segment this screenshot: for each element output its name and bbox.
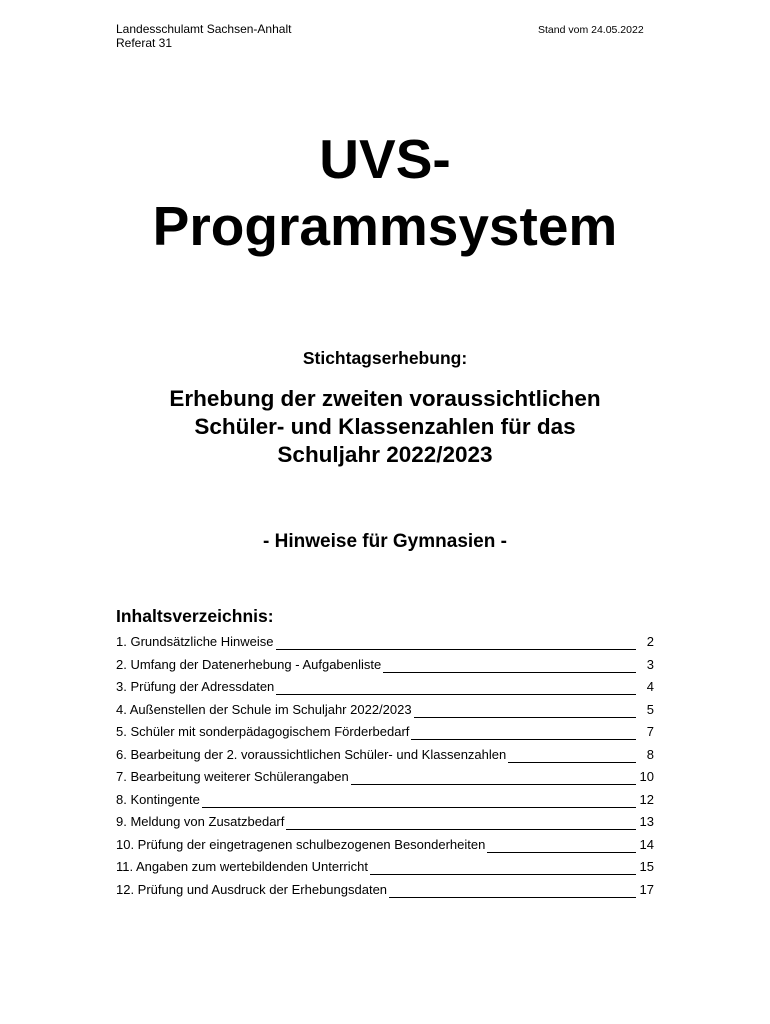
toc-item-label: 1. Grundsätzliche Hinweise — [116, 634, 274, 649]
toc-item-label: 5. Schüler mit sonderpädagogischem Förderbedarf — [116, 724, 410, 739]
toc-leader-line — [411, 725, 636, 740]
toc-item-label: 9. Meldung von Zusatzbedarf — [116, 814, 285, 829]
toc-title: Inhaltsverzeichnis: — [116, 606, 274, 626]
heading-line-3: Schuljahr 2022/2023 — [277, 442, 493, 467]
toc-leader-line — [276, 680, 636, 695]
toc-leader-line — [383, 658, 636, 673]
title-line-1: UVS- — [319, 128, 451, 190]
hinweise-heading: - Hinweise für Gymnasien - — [263, 531, 507, 552]
title-line-2: Programmsystem — [152, 195, 618, 257]
toc-item[interactable] — [116, 676, 654, 699]
toc-leader-line — [351, 770, 636, 785]
toc-leader-line — [370, 860, 636, 875]
document-title — [0, 126, 770, 260]
toc-item-label: 10. Prüfung der eingetragenen schulbezogenen Besonderheiten — [116, 836, 486, 852]
toc-item-label: 3. Prüfung der Adressdaten — [116, 679, 275, 694]
header-department: Referat 31 — [116, 36, 173, 50]
toc-leader-line — [508, 748, 636, 763]
toc-item-page: 8 — [646, 746, 654, 762]
toc-item-page: 5 — [646, 701, 654, 717]
toc-item[interactable] — [116, 699, 654, 722]
toc-item-page: 13 — [639, 814, 654, 829]
table-of-contents — [116, 631, 654, 901]
header-organization: Landesschulamt Sachsen-Anhalt — [116, 22, 292, 36]
toc-item[interactable] — [116, 766, 654, 789]
toc-item-label: 4. Außenstellen der Schule im Schuljahr 2022/2023 — [116, 701, 412, 717]
toc-item-page: 12 — [639, 791, 654, 807]
toc-item-page: 4 — [646, 679, 654, 694]
toc-item-page: 7 — [646, 724, 654, 739]
toc-item-page: 17 — [639, 881, 654, 897]
toc-leader-line — [389, 883, 636, 898]
toc-item-label: 7. Bearbeitung weiterer Schülerangaben — [116, 769, 349, 784]
toc-item[interactable] — [116, 879, 654, 902]
document-heading — [0, 385, 770, 469]
toc-item[interactable] — [116, 834, 654, 857]
toc-item-page: 15 — [639, 859, 654, 874]
toc-item[interactable] — [116, 744, 654, 767]
toc-item[interactable] — [116, 654, 654, 677]
toc-item[interactable] — [116, 811, 654, 834]
document-subtitle: Stichtagserhebung: — [302, 348, 468, 368]
toc-item[interactable] — [116, 721, 654, 744]
toc-item[interactable] — [116, 631, 654, 654]
heading-line-2: Schüler- und Klassenzahlen für das — [194, 414, 576, 439]
header-left — [116, 22, 291, 50]
toc-item-page: 3 — [646, 656, 654, 672]
heading-line-1: Erhebung der zweiten voraussichtlichen — [169, 386, 601, 411]
toc-leader-line — [414, 703, 636, 718]
toc-leader-line — [202, 793, 636, 808]
toc-item-page: 2 — [646, 634, 654, 649]
toc-item[interactable] — [116, 856, 654, 879]
toc-item-label: 11. Angaben zum wertebildenden Unterricht — [116, 859, 368, 874]
toc-item-label: 6. Bearbeitung der 2. voraussichtlichen Schüler- und Klassenzahlen — [116, 746, 507, 762]
toc-item-page: 10 — [639, 769, 654, 784]
toc-item-page: 14 — [639, 836, 654, 852]
toc-item-label: 8. Kontingente — [116, 791, 200, 807]
toc-leader-line — [276, 635, 636, 650]
toc-item[interactable] — [116, 789, 654, 812]
toc-item-label: 2. Umfang der Datenerhebung - Aufgabenliste — [116, 656, 382, 672]
toc-leader-line — [286, 815, 636, 830]
toc-leader-line — [487, 838, 636, 853]
header-date: Stand vom 24.05.2022 — [538, 24, 644, 36]
toc-item-label: 12. Prüfung und Ausdruck der Erhebungsdaten — [116, 881, 388, 897]
